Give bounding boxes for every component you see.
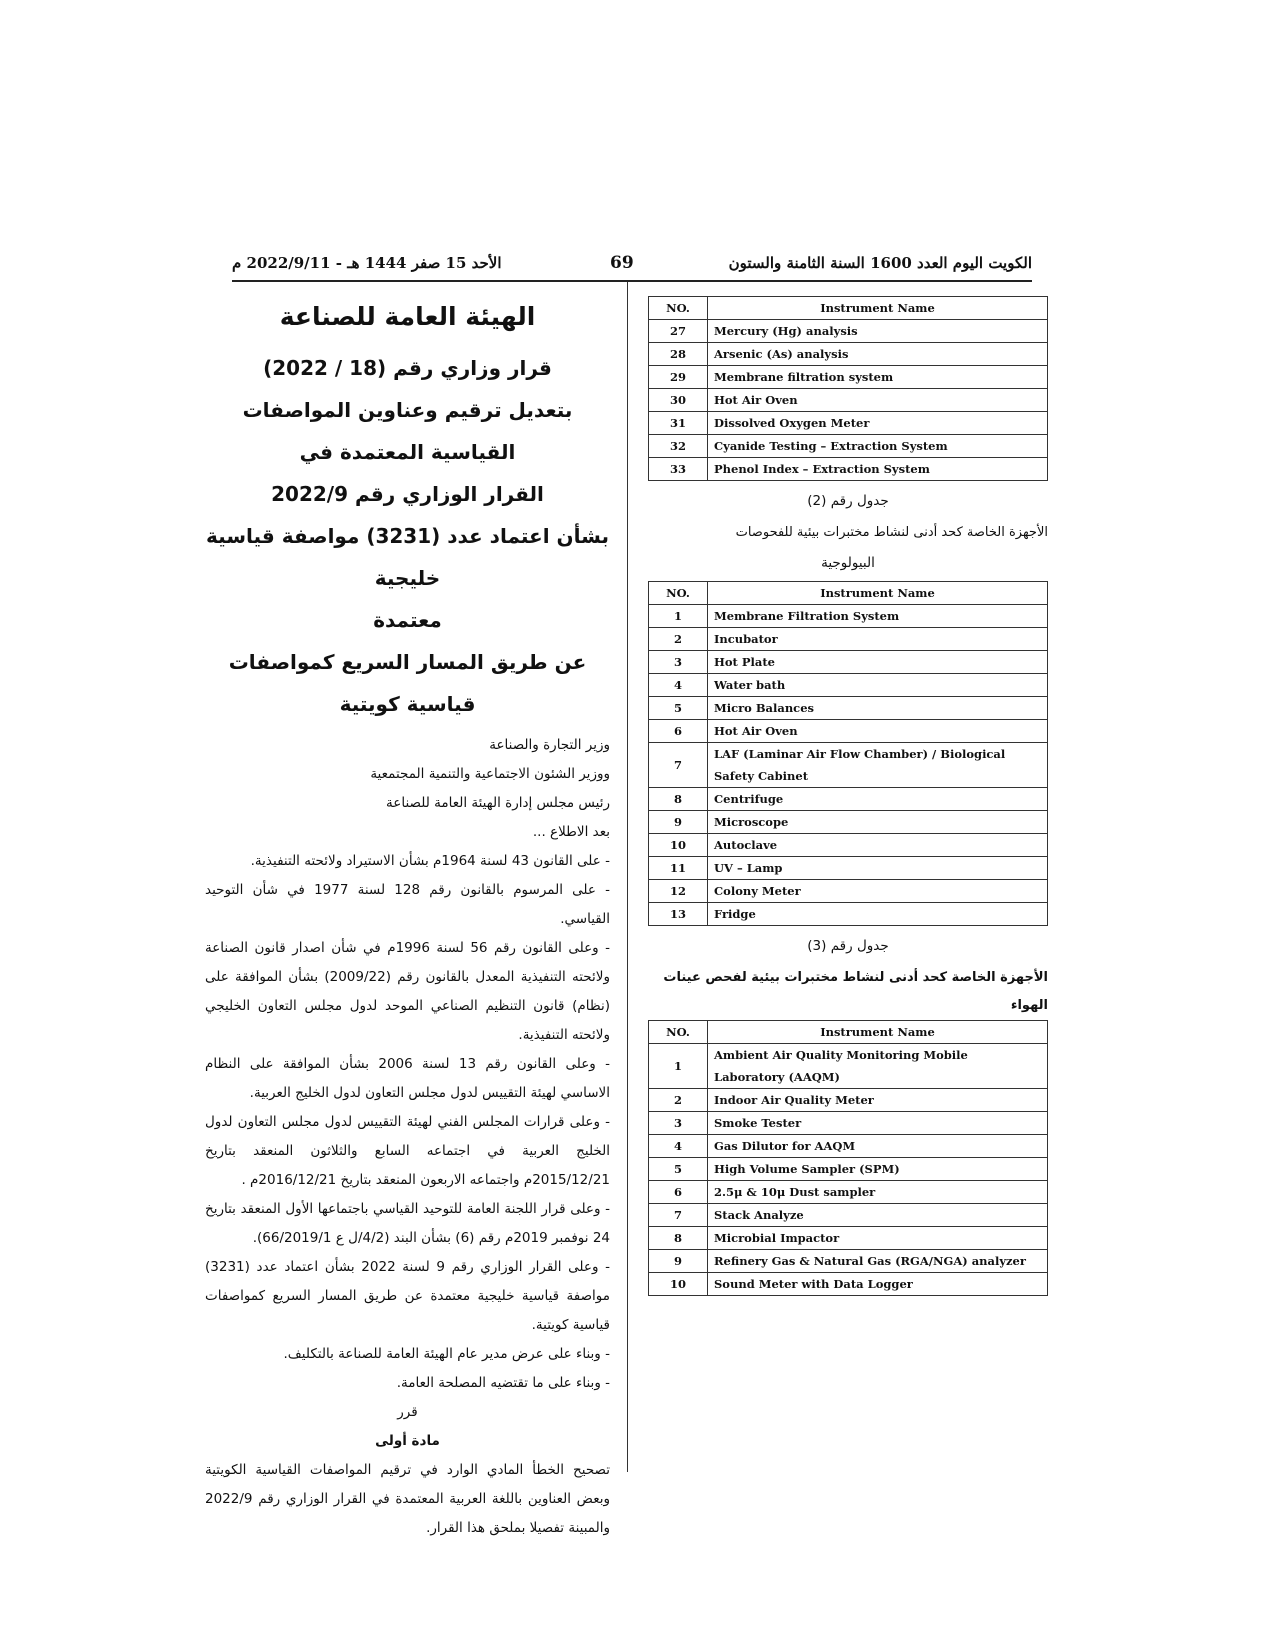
row-no: 1 [649,605,708,628]
row-no: 2 [649,1089,708,1112]
row-no: 31 [649,412,708,435]
gazette-issue: الكويت اليوم العدد 1600 السنة الثامنة والستون [728,254,1032,272]
clause: - وعلى القانون رقم 13 لسنة 2006 بشأن الموافقة على النظام الاساسي لهيئة التقييس لدول مجلس التعاون لدول الخليج العربية. [205,1056,610,1101]
row-name: Ambient Air Quality Monitoring Mobile Laboratory (AAQM) [708,1044,1048,1089]
table3-title: الأجهزة الخاصة كحد أدنى لنشاط مختبرات بيئية لفحص عينات الهواء [663,970,1048,1013]
header-rule [232,280,1032,282]
row-name: Cyanide Testing – Extraction System [708,435,1048,458]
decision-subject: القرار الوزاري رقم 2022/9 [271,482,544,506]
table-row [649,1227,1048,1250]
row-name: Colony Meter [708,880,1048,903]
row-name: High Volume Sampler (SPM) [708,1158,1048,1181]
row-name: LAF (Laminar Air Flow Chamber) / Biological Safety Cabinet [708,743,1048,788]
row-no: 1 [649,1044,708,1089]
row-no: 3 [649,1112,708,1135]
row-name: Autoclave [708,834,1048,857]
row-no: 5 [649,1158,708,1181]
row-no: 8 [649,788,708,811]
row-name: Microbial Impactor [708,1227,1048,1250]
page-number: 69 [610,253,634,273]
row-no: 11 [649,857,708,880]
row-no: 5 [649,697,708,720]
name-header: Instrument Name [708,297,1048,320]
table-row [649,343,1048,366]
row-name: UV – Lamp [708,857,1048,880]
clause: - وعلى قرار اللجنة العامة للتوحيد القياسي باجتماعها الأول المنعقد بتاريخ 24 نوفمبر 2019م رقم (6) بشأن البند (4/2/ل ع 66/2019/1). [205,1201,610,1246]
row-name: Arsenic (As) analysis [708,343,1048,366]
row-name: Centrifuge [708,788,1048,811]
row-no: 7 [649,1204,708,1227]
table-header-row [649,1021,1048,1044]
table2-title: الأجهزة الخاصة كحد أدنى لنشاط مختبرات بيئية للفحوصات [735,525,1048,540]
table-row [649,743,1048,788]
clause: - وعلى القرار الوزاري رقم 9 لسنة 2022 بشأن اعتماد عدد (3231) مواصفة قياسية خليجية معتمدة عن طريق المسار السريع كمواصفات قياسية كويتية. [205,1259,610,1333]
row-no: 2 [649,628,708,651]
table-row [649,435,1048,458]
row-name: Membrane filtration system [708,366,1048,389]
table-row [649,651,1048,674]
table-row [649,628,1048,651]
table-row [649,366,1048,389]
clause: - على المرسوم بالقانون رقم 128 لسنة 1977 في شأن التوحيد القياسي. [205,882,610,927]
row-name: Refinery Gas & Natural Gas (RGA/NGA) analyzer [708,1250,1048,1273]
table-header-row [649,297,1048,320]
table2-caption: جدول رقم (2) [807,493,889,509]
table-row [649,857,1048,880]
row-name: Smoke Tester [708,1112,1048,1135]
row-name: Membrane Filtration System [708,605,1048,628]
decided-heading: قرر [397,1404,418,1420]
decision-number: قرار وزاري رقم (18 / 2022) [263,356,552,380]
row-name: Water bath [708,674,1048,697]
no-header: NO. [649,297,708,320]
intro-line: ووزير الشئون الاجتماعية والتنمية المجتمعية [370,766,610,782]
table-row [649,1250,1048,1273]
row-name: Fridge [708,903,1048,926]
decision-subject: معتمدة [373,608,442,632]
table-row [649,1135,1048,1158]
row-name: Mercury (Hg) analysis [708,320,1048,343]
row-no: 27 [649,320,708,343]
row-no: 10 [649,1273,708,1296]
clause: - وبناء على عرض مدير عام الهيئة العامة للصناعة بالتكليف. [283,1346,610,1362]
row-no: 30 [649,389,708,412]
table-row [649,1112,1048,1135]
clause: - وبناء على ما تقتضيه المصلحة العامة. [396,1375,610,1391]
decision-column [205,292,610,1543]
intro-line: وزير التجارة والصناعة [489,737,610,753]
row-no: 13 [649,903,708,926]
row-name: Hot Plate [708,651,1048,674]
table-row [649,1181,1048,1204]
row-name: Sound Meter with Data Logger [708,1273,1048,1296]
intro-line: رئيس مجلس إدارة الهيئة العامة للصناعة [386,795,610,811]
row-no: 4 [649,674,708,697]
table-row [649,903,1048,926]
row-name: Micro Balances [708,697,1048,720]
row-no: 9 [649,1250,708,1273]
table-row [649,720,1048,743]
table-row [649,389,1048,412]
row-name: Indoor Air Quality Meter [708,1089,1048,1112]
table-row [649,1089,1048,1112]
table-row [649,412,1048,435]
row-no: 6 [649,1181,708,1204]
row-no: 9 [649,811,708,834]
row-no: 10 [649,834,708,857]
row-name: Incubator [708,628,1048,651]
row-name: 2.5μ & 10μ Dust sampler [708,1181,1048,1204]
instrument-table-1 [648,296,1048,481]
table2-title-cont: البيولوجية [821,555,875,571]
row-name: Hot Air Oven [708,720,1048,743]
intro-line: بعد الاطلاع ... [532,824,610,840]
table-row [649,788,1048,811]
row-name: Dissolved Oxygen Meter [708,412,1048,435]
decision-subject: بتعديل ترقيم وعناوين المواصفات القياسية المعتمدة في [242,398,573,464]
row-name: Microscope [708,811,1048,834]
clause: - وعلى القانون رقم 56 لسنة 1996م في شأن اصدار قانون الصناعة ولائحته التنفيذية المعدل بالقانون رقم (2009/22) بشأن الموافقة على (نظام) قانون التنظيم الصناعي الموحد لدول مجلس التعاون الخليجي ولائحته التنفيذية. [205,940,610,1043]
row-name: Phenol Index – Extraction System [708,458,1048,481]
name-header: Instrument Name [708,1021,1048,1044]
table-row [649,834,1048,857]
authority-title: الهيئة العامة للصناعة [279,302,536,331]
no-header: NO. [649,1021,708,1044]
article-title: مادة أولى [375,1433,440,1449]
row-no: 28 [649,343,708,366]
column-divider [627,282,628,1472]
row-name: Hot Air Oven [708,389,1048,412]
row-no: 12 [649,880,708,903]
row-no: 7 [649,743,708,788]
clause: - وعلى قرارات المجلس الفني لهيئة التقييس لدول مجلس التعاون لدول الخليج العربية في اجتماعه السابع والثلاثون المنعقد بتاريخ 2015/12/21م واجتماعه الاربعون المنعقد بتاريخ 2016/12/21م . [205,1114,610,1188]
table-row [649,320,1048,343]
table-row [649,1044,1048,1089]
table-row [649,674,1048,697]
table-header-row [649,582,1048,605]
tables-column [648,296,1048,1296]
instrument-table-2 [648,581,1048,926]
table-row [649,697,1048,720]
issue-date: الأحد 15 صفر 1444 هـ - 2022/9/11 م [232,254,502,272]
row-no: 4 [649,1135,708,1158]
row-no: 33 [649,458,708,481]
decision-subject: بشأن اعتماد عدد (3231) مواصفة قياسية خليجية [206,524,609,590]
row-no: 3 [649,651,708,674]
page-header [232,254,1032,278]
table-row [649,458,1048,481]
name-header: Instrument Name [708,582,1048,605]
table-row [649,1273,1048,1296]
clause: - على القانون 43 لسنة 1964م بشأن الاستيراد ولائحته التنفيذية. [250,853,610,869]
table-row [649,1158,1048,1181]
row-no: 6 [649,720,708,743]
row-no: 32 [649,435,708,458]
table-row [649,1204,1048,1227]
row-name: Gas Dilutor for AAQM [708,1135,1048,1158]
row-no: 29 [649,366,708,389]
instrument-table-3 [648,1020,1048,1296]
table-row [649,811,1048,834]
table-row [649,605,1048,628]
decision-subject: عن طريق المسار السريع كمواصفات قياسية كويتية [228,650,587,716]
no-header: NO. [649,582,708,605]
table-row [649,880,1048,903]
article-text: تصحيح الخطأ المادي الوارد في ترقيم المواصفات القياسية الكويتية وبعض العناوين باللغة العربية المعتمدة في القرار الوزاري رقم 2022/9 والمبينة تفصيلا بملحق هذا القرار. [205,1462,610,1536]
table3-caption: جدول رقم (3) [807,938,889,954]
row-no: 8 [649,1227,708,1250]
row-name: Stack Analyze [708,1204,1048,1227]
